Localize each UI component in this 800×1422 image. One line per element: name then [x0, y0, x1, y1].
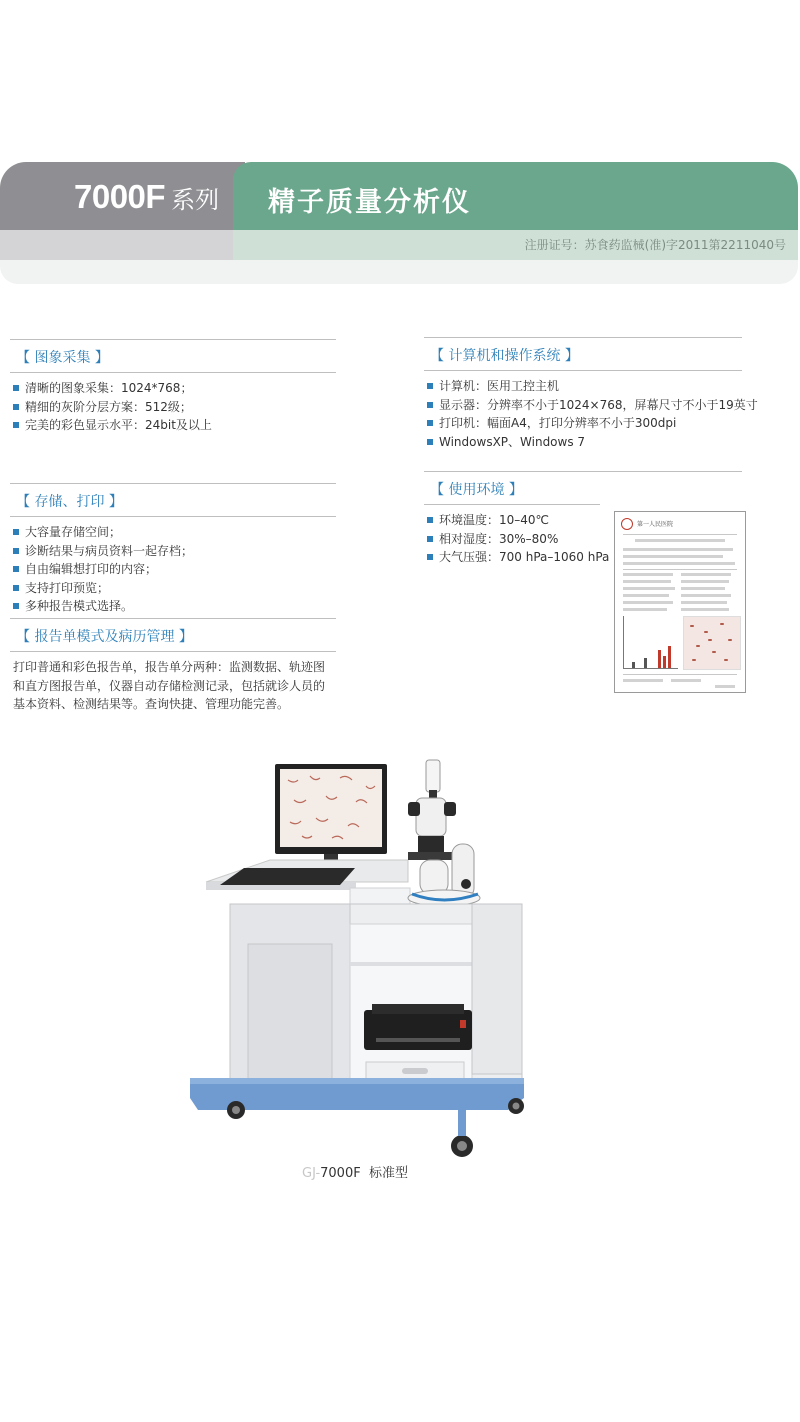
- caption-model: 7000F: [320, 1166, 361, 1181]
- section-report-mode: [10, 618, 336, 714]
- report-text-line: [623, 573, 673, 576]
- product-title: 精子质量分析仪: [268, 187, 471, 218]
- histogram-bar: [632, 662, 635, 668]
- section-title: 【 计算机和操作系统 】: [430, 348, 579, 364]
- series-suffix: 系列: [171, 186, 220, 214]
- report-text-line: [635, 539, 725, 542]
- section-storage-print: [10, 483, 336, 616]
- cell-dot: [708, 639, 712, 641]
- report-micrograph: [683, 616, 741, 670]
- caption-prefix: GJ-: [302, 1166, 321, 1181]
- section-image-capture: [10, 339, 336, 435]
- cell-dot: [690, 625, 694, 627]
- list-item: 相对湿度：30%–80%: [424, 530, 742, 549]
- report-text-line: [623, 587, 675, 590]
- cell-dot: [692, 659, 696, 661]
- report-text-line: [623, 601, 673, 604]
- cell-dot: [724, 659, 728, 661]
- report-histogram: [623, 616, 678, 669]
- section-title: 【 报告单模式及病历管理 】: [16, 629, 193, 645]
- histogram-bar: [663, 656, 666, 668]
- report-text-line: [623, 594, 669, 597]
- cell-dot: [720, 623, 724, 625]
- report-text-line: [681, 601, 727, 604]
- report-text-line: [623, 608, 667, 611]
- report-text-line: [671, 679, 701, 682]
- report-divider: [623, 534, 737, 535]
- section-rule: [10, 372, 336, 373]
- printer-icon: [364, 1004, 472, 1050]
- list-item: 诊断结果与病员资料一起存档；: [10, 542, 336, 561]
- section-title: 【 图象采集 】: [16, 350, 109, 366]
- report-text-line: [681, 608, 729, 611]
- histogram-bar: [668, 646, 671, 668]
- section-computer-os: [424, 337, 758, 451]
- product-caption: [302, 1162, 408, 1181]
- report-text-line: [623, 580, 671, 583]
- histogram-bar: [658, 650, 661, 668]
- hospital-logo-icon: [621, 518, 633, 530]
- cabinet-icon: [230, 904, 522, 1090]
- bullet-list: [424, 377, 758, 451]
- microscope-icon: [408, 760, 480, 906]
- list-item: 打印机：幅面A4，打印分辨率不小于300dpi: [424, 414, 742, 433]
- report-divider: [623, 569, 737, 570]
- list-item: 大容量存储空间；: [10, 523, 336, 542]
- list-item: WindowsXP、Windows 7: [424, 433, 742, 452]
- bullet-list: [10, 379, 336, 435]
- report-text-line: [681, 580, 729, 583]
- list-item: 精细的灰阶分层方案：512级；: [10, 398, 336, 417]
- caption-type: 标准型: [368, 1166, 408, 1181]
- list-item: 环境温度：10–40℃: [424, 511, 742, 530]
- analyzer-workstation-image: [190, 748, 540, 1166]
- cell-dot: [704, 631, 708, 633]
- section-rule: [424, 370, 742, 371]
- header-shadow-band: [0, 260, 798, 284]
- list-item: 清晰的图象采集：1024*768；: [10, 379, 336, 398]
- cell-dot: [712, 651, 716, 653]
- report-text-line: [681, 587, 725, 590]
- section-title: 【 存储、打印 】: [16, 494, 123, 510]
- section-title: 【 使用环境 】: [430, 482, 523, 498]
- report-divider: [623, 674, 737, 675]
- bullet-list: [10, 523, 336, 616]
- section-rule: [10, 516, 336, 517]
- report-text-line: [623, 555, 723, 558]
- report-hospital-name: 第一人民医院: [637, 521, 674, 528]
- list-item: 支持打印预览；: [10, 579, 336, 598]
- report-text-line: [623, 562, 735, 565]
- histogram-bar: [644, 658, 647, 668]
- cell-dot: [696, 645, 700, 647]
- report-text-line: [623, 548, 733, 551]
- list-item: 多种报告模式选择。: [10, 597, 336, 616]
- cell-dot: [728, 639, 732, 641]
- report-text-line: [681, 594, 731, 597]
- section-paragraph: 打印普通和彩色报告单，报告单分两种：监测数据、轨迹图和直方图报告单，仪器自动存储检测记录，包括就诊人员的基本资料、检测结果等。查询快捷、管理功能完善。: [13, 660, 326, 711]
- series-label: [74, 178, 219, 216]
- monitor-icon: [275, 764, 387, 874]
- report-text-line: [623, 679, 663, 682]
- list-item: 大气压强：700 hPa–1060 hPa: [424, 548, 742, 567]
- list-item: 显示器：分辨率不小于1024×768，屏幕尺寸不小于19英寸: [424, 396, 742, 415]
- registration-number: 注册证号：苏食药监械(准)字2011第2211040号: [524, 238, 786, 252]
- series-model: 7000F: [74, 178, 166, 215]
- header-series-underband: [0, 230, 240, 260]
- list-item: 自由编辑想打印的内容；: [10, 560, 336, 579]
- report-sample-image: [614, 511, 746, 693]
- section-rule: [10, 651, 336, 652]
- list-item: 完美的彩色显示水平：24bit及以上: [10, 416, 336, 435]
- report-text-line: [681, 573, 731, 576]
- report-text-line: [715, 685, 735, 688]
- list-item: 计算机：医用工控主机: [424, 377, 742, 396]
- section-rule: [424, 504, 600, 505]
